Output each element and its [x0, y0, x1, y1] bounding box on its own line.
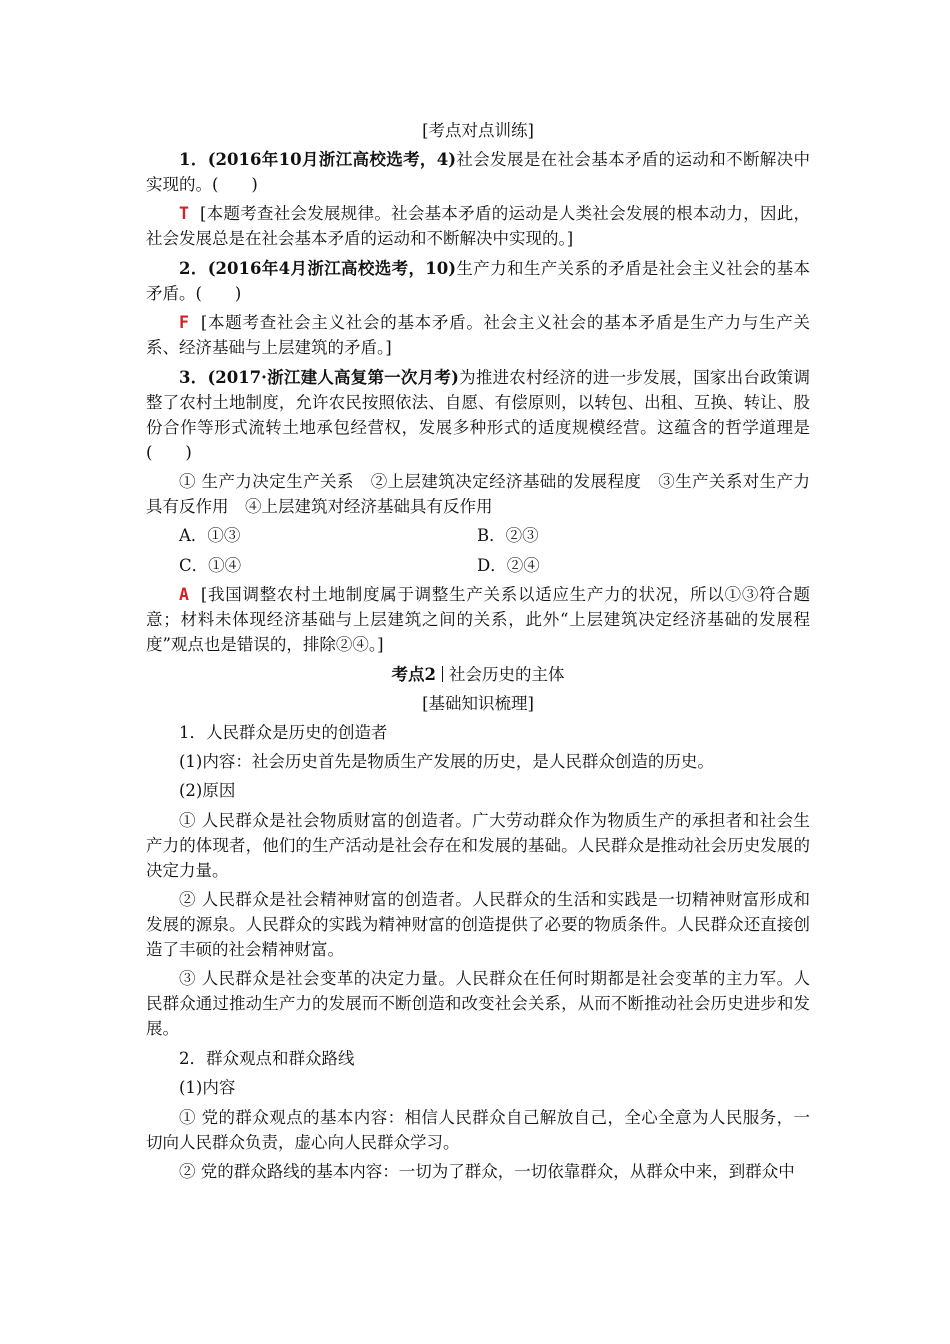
q3-option-d: D．②④	[477, 555, 540, 575]
section-title: 社会历史的主体	[448, 664, 565, 684]
q3-options-row-1	[179, 523, 810, 548]
q2-explain: [本题考查社会主义社会的基本矛盾。社会主义社会的基本矛盾是生产力与生产关系、经济基础与上层建筑的矛盾。]	[146, 313, 810, 358]
q3-source: (2017·浙江建人高复第一次月考)	[207, 367, 459, 387]
answer-1	[146, 201, 810, 251]
k1-reason-3: ③ 人民群众是社会变革的决定力量。人民群众在任何时期都是社会变革的主力军。人民群众通过推动生产力的发展而不断创造和改变社会关系，从而不断推动社会历史进步和发展。	[146, 969, 810, 1039]
q1-source: (2016年10月浙江高校选考，4)	[207, 150, 457, 169]
q3-option-b: B．②③	[477, 526, 539, 546]
section-heading	[146, 662, 810, 687]
q3-explain: [我国调整农村土地制度属于调整生产关系以适应生产力的状况，所以①③符合题意；材料未体现经济基础与上层建筑之间的关系，此外“上层建筑决定经济基础的发展程度”观点也是错误的，排除②④。]	[146, 585, 810, 655]
q2-text: 生产力和生产关系的矛盾是社会主义社会的基本矛盾。( )	[146, 258, 811, 303]
q3-statements: ① 生产力决定生产关系 ②上层建筑决定经济基础的发展程度 ③生产关系对生产力具有反作用 ④上层建筑对经济基础具有反作用	[146, 471, 810, 516]
q3-text: 为推进农村经济的进一步发展，国家出台政策调整了农村土地制度，允许农民按照依法、自愿、有偿原则，以转包、出租、互换、转让、股份合作等形式流转土地承包经营权，发展多种形式的适度规模经营。这蕴含的哲学道理是( )	[146, 367, 811, 462]
section-label: 考点2	[391, 664, 436, 684]
k1-content: (1)内容：社会历史首先是物质生产发展的历史，是人民群众创造的历史。	[179, 751, 714, 771]
k1-title: 1．人民群众是历史的创造者	[179, 722, 388, 742]
k1-reason-title: (2)原因	[179, 781, 236, 801]
q3-options-row-2	[179, 553, 810, 578]
question-2	[146, 256, 810, 306]
k2-title: 2．群众观点和群众路线	[179, 1048, 355, 1068]
q1-answer: T	[179, 204, 189, 224]
k2-content-2: ② 党的群众路线的基本内容：一切为了群众，一切依靠群众，从群众中来，到群众中	[179, 1162, 795, 1182]
q2-source: (2016年4月浙江高校选考，10)	[207, 258, 457, 278]
section-divider	[442, 666, 443, 682]
k1-reason-2: ② 人民群众是社会精神财富的创造者。人民群众的生活和实践是一切精神财富形成和发展的源泉。人民群众的实践为精神财富的创造提供了必要的物质条件。人民群众还直接创造了丰硕的社会精神财富。	[146, 890, 810, 960]
q1-explain: [本题考查社会发展规律。社会基本矛盾的运动是人类社会发展的根本动力，因此，社会发展总是在社会基本矛盾的运动和不断解决中实现的。]	[146, 204, 810, 249]
k2-content-1: ① 党的群众观点的基本内容：相信人民群众自己解放自己，全心全意为人民服务，一切向人民群众负责，虚心向人民群众学习。	[146, 1107, 810, 1152]
q2-answer: F	[179, 313, 189, 333]
q3-number: 3．	[179, 367, 208, 387]
document-page	[146, 118, 810, 1188]
answer-3	[146, 582, 810, 657]
q3-option-a: A．①③	[179, 526, 241, 546]
k2-content-title: (1)内容	[179, 1078, 236, 1098]
answer-2	[146, 310, 810, 360]
q2-number: 2．	[179, 258, 208, 278]
q1-text: 社会发展是在社会基本矛盾的运动和不断解决中实现的。( )	[146, 150, 811, 194]
q3-option-c: C．①④	[179, 555, 242, 575]
q1-number: 1．	[179, 150, 208, 169]
q3-answer: A	[179, 585, 189, 605]
question-3	[146, 365, 810, 465]
k1-reason-1: ① 人民群众是社会物质财富的创造者。广大劳动群众作为物质生产的承担者和社会生产力的体现者，他们的生产活动是社会存在和发展的基础。人民群众是推动社会历史发展的决定力量。	[146, 810, 810, 880]
question-1	[146, 147, 810, 197]
training-title: [考点对点训练]	[422, 121, 534, 140]
section-subtitle: [基础知识梳理]	[422, 693, 534, 713]
